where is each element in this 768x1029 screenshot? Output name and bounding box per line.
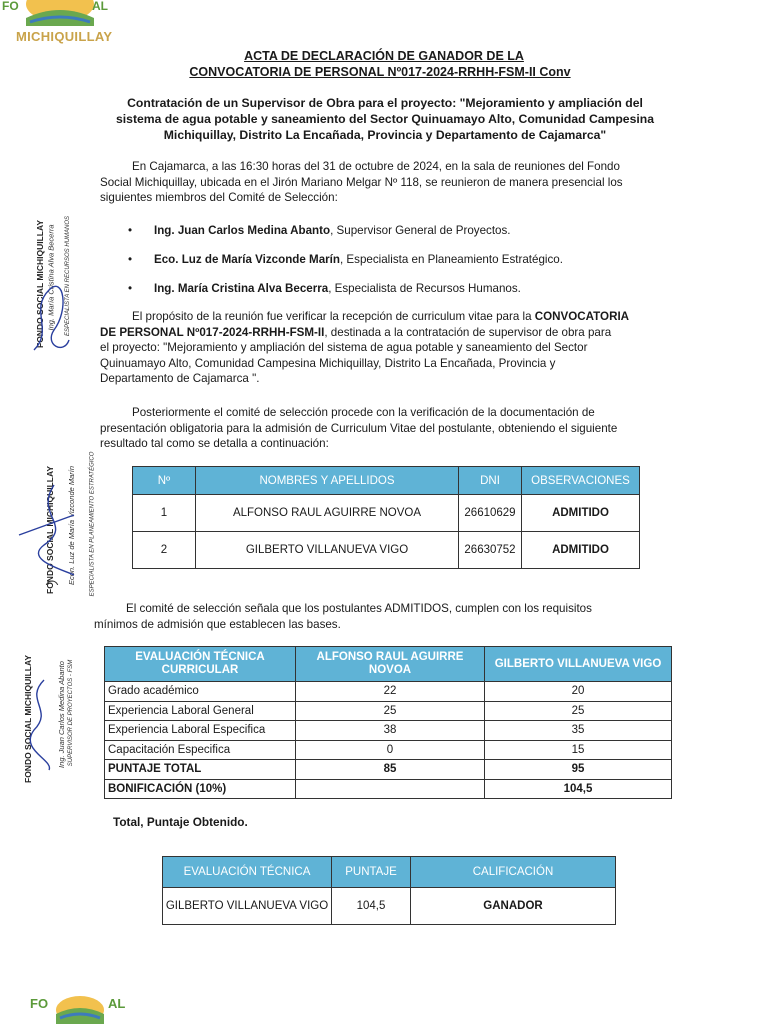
col-evaluation: EVALUACIÓN TÉCNICA: [163, 857, 332, 888]
table-header-row: [163, 857, 616, 888]
document-title-line1: ACTA DE DECLARACIÓN DE GANADOR DE LA: [244, 49, 524, 63]
purpose-convocatoria: CONVOCATORIA: [534, 310, 630, 323]
bullet-icon: •: [128, 224, 133, 237]
subtitle-line2: sistema de agua potable y saneamiento del Sector Quinuamayo Alto, Comunidad Campesina: [116, 112, 654, 126]
margin-signature-3: [4, 650, 114, 800]
row-number: 2: [133, 532, 196, 569]
table-row: [105, 721, 672, 741]
table-row: [105, 740, 672, 760]
winner-name: GILBERTO VILLANUEVA VIGO: [163, 888, 332, 925]
purpose-line4: Quinuamayo Alto, Comunidad Campesina Michiquillay, Distrito La Encañada, Provincia y: [100, 356, 556, 370]
row-dni: 26630752: [459, 532, 522, 569]
seal-text: FONDO SOCIAL MICHIQUILLAY: [22, 655, 33, 783]
total-b: 95: [485, 760, 672, 780]
col-dni: DNI: [459, 467, 522, 495]
note-line1: El comité de selección señala que los postulantes ADMITIDOS, cumplen con los requisitos: [126, 602, 592, 615]
col-observations: OBSERVACIONES: [522, 467, 640, 495]
score-a: 38: [296, 721, 485, 741]
col-qualification: CALIFICACIÓN: [411, 857, 616, 888]
row-dni: 26610629: [459, 495, 522, 532]
intro-line2: Social Michiquillay, ubicada en el Jirón Mariano Melgar Nº 118, se reunieron de manera presencial los: [100, 175, 623, 189]
col-candidate-b: GILBERTO VILLANUEVA VIGO: [485, 647, 672, 682]
col-number: Nº: [133, 467, 196, 495]
verification-line1: Posteriormente el comité de selección procede con la verificación de la documentación de: [132, 406, 595, 419]
score-b: 35: [485, 721, 672, 741]
score-b: 20: [485, 682, 672, 702]
table-header-row: [105, 647, 672, 682]
header-logo: [0, 0, 120, 46]
bullet-icon: •: [128, 282, 133, 295]
signer-role: ESPECIALISTA EN PLANEAMIENTO ESTRATÉGICO: [89, 451, 96, 597]
margin-signature-1: [4, 215, 114, 365]
table-row: [163, 888, 616, 925]
svg-text:FO: FO: [30, 996, 49, 1011]
winner-result: GANADOR: [411, 888, 616, 925]
score-b: 25: [485, 701, 672, 721]
table-row: [105, 682, 672, 702]
signer-name: Ing. Juan Carlos Medina Abanto: [56, 661, 66, 768]
signer-role: ESPECIALISTA EN RECURSOS HUMANOS: [65, 215, 72, 337]
score-a: 25: [296, 701, 485, 721]
col-candidate-a: ALFONSO RAUL AGUIRRE NOVOA: [296, 647, 485, 682]
criterion-label: Grado académico: [105, 682, 296, 702]
col-names: NOMBRES Y APELLIDOS: [196, 467, 459, 495]
svg-text:AL: AL: [108, 996, 126, 1011]
verification-paragraph: [100, 405, 662, 452]
handwritten-signature-icon: [14, 670, 64, 780]
purpose-line2: , destinada a la contratación de supervisor de obra para: [324, 325, 612, 339]
row-observation: ADMITIDO: [522, 532, 640, 569]
intro-paragraph: [100, 159, 662, 206]
purpose-line1: El propósito de la reunión fue verificar la recepción de curriculum vitae para la: [132, 310, 535, 323]
bonus-a: [296, 779, 485, 799]
subtitle-line3: Michiquillay, Distrito La Encañada, Provincia y Departamento de Cajamarca": [163, 128, 607, 142]
score-b: 15: [485, 740, 672, 760]
total-label: PUNTAJE TOTAL: [105, 760, 296, 780]
purpose-paragraph: [100, 309, 662, 387]
table-row: [133, 495, 640, 532]
margin-signature-2: [4, 451, 114, 605]
logo-name: MICHIQUILLAY: [16, 29, 113, 44]
svg-text:AL: AL: [92, 0, 108, 13]
member-name: Eco. Luz de María Vizconde Marín: [154, 253, 340, 266]
criterion-label: Capacitación Especifica: [105, 740, 296, 760]
score-a: 22: [296, 682, 485, 702]
row-name: ALFONSO RAUL AGUIRRE NOVOA: [196, 495, 459, 532]
note-line2: mínimos de admisión que establecen las bases.: [94, 617, 341, 631]
total-row: [105, 760, 672, 780]
col-evaluation: EVALUACIÓN TÉCNICA CURRICULAR: [105, 647, 296, 682]
seal-text: FONDO SOCIAL MICHIQUILLAY: [44, 466, 55, 594]
logo-partial-text: FO: [2, 0, 19, 13]
document-title-line2: CONVOCATORIA DE PERSONAL Nº017-2024-RRHH-FSM-II Conv: [189, 65, 571, 79]
criterion-label: Experiencia Laboral General: [105, 701, 296, 721]
table-row: [105, 701, 672, 721]
handwritten-signature-icon: [14, 475, 84, 585]
signer-role: SUPERVISOR DE PROYECTOS - FSM: [68, 659, 75, 767]
bonus-label: BONIFICACIÓN (10%): [105, 779, 296, 799]
handwritten-signature-icon: [24, 270, 74, 360]
member-name: Ing. Juan Carlos Medina Abanto: [154, 224, 331, 237]
winner-score: 104,5: [332, 888, 411, 925]
member-role: , Especialista en Planeamiento Estratégico.: [339, 253, 563, 266]
evaluation-table: [104, 646, 672, 799]
bonus-b: 104,5: [485, 779, 672, 799]
row-number: 1: [133, 495, 196, 532]
signer-name: Econ. Luz de María Vizconde Marín: [67, 465, 77, 586]
table-row: [133, 532, 640, 569]
member-name: Ing. María Cristina Alva Becerra: [154, 282, 329, 295]
total-score-label: Total, Puntaje Obtenido.: [113, 815, 248, 829]
member-role: , Especialista de Recursos Humanos.: [328, 282, 521, 295]
logo-landscape-icon: [30, 988, 130, 1024]
row-name: GILBERTO VILLANUEVA VIGO: [196, 532, 459, 569]
bonus-row: [105, 779, 672, 799]
criterion-label: Experiencia Laboral Especifica: [105, 721, 296, 741]
verification-line2: presentación obligatoria para la admisión de Curriculum Vitae del postulante, obteniendo el siguiente: [100, 421, 618, 435]
subtitle-line1: Contratación de un Supervisor de Obra para el proyecto: "Mejoramiento y ampliación del: [127, 96, 643, 110]
admission-table: [132, 466, 640, 569]
bullet-icon: •: [128, 253, 133, 266]
committee-note: [94, 601, 664, 632]
verification-line3: resultado tal como se detalla a continuación:: [100, 437, 329, 450]
footer-logo: [30, 988, 130, 1024]
result-table: [162, 856, 616, 925]
seal-text: FONDO SOCIAL MICHIQUILLAY: [34, 220, 45, 348]
table-header-row: [133, 467, 640, 495]
purpose-code: DE PERSONAL Nº017-2024-RRHH-FSM-II: [100, 325, 325, 339]
signer-name: Ing. María Cristina Alva Becerra: [46, 224, 56, 331]
member-role: , Supervisor General de Proyectos.: [330, 224, 511, 237]
score-a: 0: [296, 740, 485, 760]
logo-landscape-icon: [0, 0, 110, 30]
col-score: PUNTAJE: [332, 857, 411, 888]
row-observation: ADMITIDO: [522, 495, 640, 532]
purpose-line5: Departamento de Cajamarca ".: [100, 372, 260, 385]
total-a: 85: [296, 760, 485, 780]
intro-line1: En Cajamarca, a las 16:30 horas del 31 de octubre de 2024, en la sala de reuniones del Fondo: [132, 160, 620, 173]
intro-line3: siguientes miembros del Comité de Selección:: [100, 191, 338, 204]
purpose-line3: el proyecto: "Mejoramiento y ampliación del sistema de agua potable y saneamiento del Sector: [100, 341, 588, 354]
